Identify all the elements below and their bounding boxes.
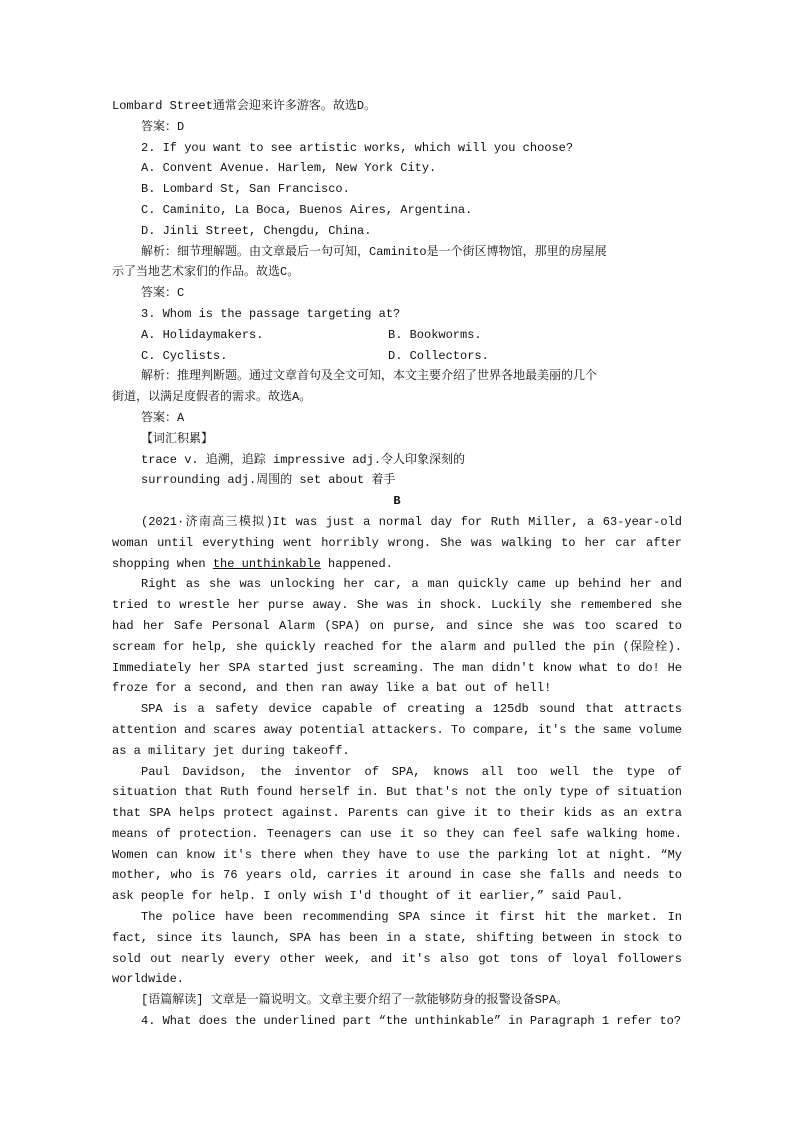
question-2-option-d: D. Jinli Street, Chengdu, China. — [141, 223, 372, 238]
underlined-phrase: the unthinkable — [212, 556, 321, 571]
document-page — [112, 96, 682, 1032]
question-3-options-row-1 — [112, 325, 682, 346]
explanation-3-line-1: 解析：推理判断题。通过文章首句及全文可知，本文主要介绍了世界各地最美丽的几个 — [141, 369, 598, 384]
vocabulary-line-1: trace v. 追溯，追踪 impressive adj.令人印象深刻的 — [141, 452, 466, 467]
question-3-option-d: D. Collectors. — [388, 348, 489, 363]
vocabulary-heading: 【词汇积累】 — [141, 431, 214, 446]
explanation-2-line-1: 解析：细节理解题。由文章最后一句可知，Caminito是一个街区博物馆，那里的房屋展 — [141, 244, 607, 259]
question-2-option-a: A. Convent Avenue. Harlem, New York City. — [141, 161, 437, 176]
answer-1: 答案：D — [141, 119, 185, 134]
section-b-label: B — [393, 494, 401, 509]
explanation-3-line-2: 街道，以满足度假者的需求。故选A。 — [112, 390, 312, 405]
paragraph-1-lead: (2021·济南高三模拟)It was just a normal day for Ruth Miller, a 63-year-old woman until everything went horribly wrong. She was walking to her car after shopping when — [112, 514, 682, 571]
passage-paragraph-2: Right as she was unlocking her car, a man quickly came up behind her and tried to wrestle her purse away. She was in shock. Luckily she remembered she had her Safe Personal Alarm (SPA) on purse, and since she was too scared to scream for help, she quickly reached for the alarm and pulled the pin (保险栓). Immediately her SPA started just screaming. The man didn't know what to do! He froze for a second, and then ran away like a bat out of hell! — [112, 577, 682, 696]
question-3-option-a: A. Holidaymakers. — [141, 327, 264, 342]
passage-paragraph-5: The police have been recommending SPA since it first hit the market. In fact, since its launch, SPA has been in a state, shifting between in stock to sold out nearly every other week, and it's also got tons of loyal followers worldwide. — [112, 910, 682, 987]
passage-paragraph-3: SPA is a safety device capable of creating a 125db sound that attracts attention and scares away potential attackers. To compare, it's the same volume as a military jet during takeoff. — [112, 702, 682, 758]
passage-paragraph-4: Paul Davidson, the inventor of SPA, knows all too well the type of situation that Ruth found herself in. But that's not the only type of situation that SPA helps protect against. Parents can give it to their kids as an extra means of protection. Teenagers can use it so they can feel safe walking home. Women can know it's there when they have to use the parking lot at night. “My mother, who is 76 years old, carries it around in case she falls and needs to ask people for help. I only wish I'd thought of it earlier,” said Paul. — [112, 764, 682, 904]
question-2-option-c: C. Caminito, La Boca, Buenos Aires, Argentina. — [141, 202, 473, 217]
question-2-option-b: B. Lombard St, San Francisco. — [141, 182, 350, 197]
question-3-option-b: B. Bookworms. — [388, 327, 482, 342]
question-4: 4. What does the underlined part “the unthinkable” in Paragraph 1 refer to? — [141, 1014, 682, 1029]
passage-interpretation: [语篇解读] 文章是一篇说明文。文章主要介绍了一款能够防身的报警设备SPA。 — [141, 993, 569, 1008]
question-3-option-c: C. Cyclists. — [141, 348, 228, 363]
passage-paragraph-1 — [112, 512, 682, 574]
continued-explanation: Lombard Street通常会迎来许多游客。故选D。 — [112, 99, 377, 113]
paragraph-1-tail: happened. — [320, 556, 393, 571]
vocabulary-line-2: surrounding adj.周围的 set about 着手 — [141, 473, 396, 488]
question-3: 3. Whom is the passage targeting at? — [141, 306, 401, 321]
explanation-2-line-2: 示了当地艺术家们的作品。故选C。 — [112, 265, 300, 280]
question-2: 2. If you want to see artistic works, which will you choose? — [141, 140, 574, 155]
question-3-options-row-2 — [112, 346, 682, 367]
answer-2: 答案：C — [141, 286, 185, 301]
answer-3: 答案：A — [141, 410, 185, 425]
